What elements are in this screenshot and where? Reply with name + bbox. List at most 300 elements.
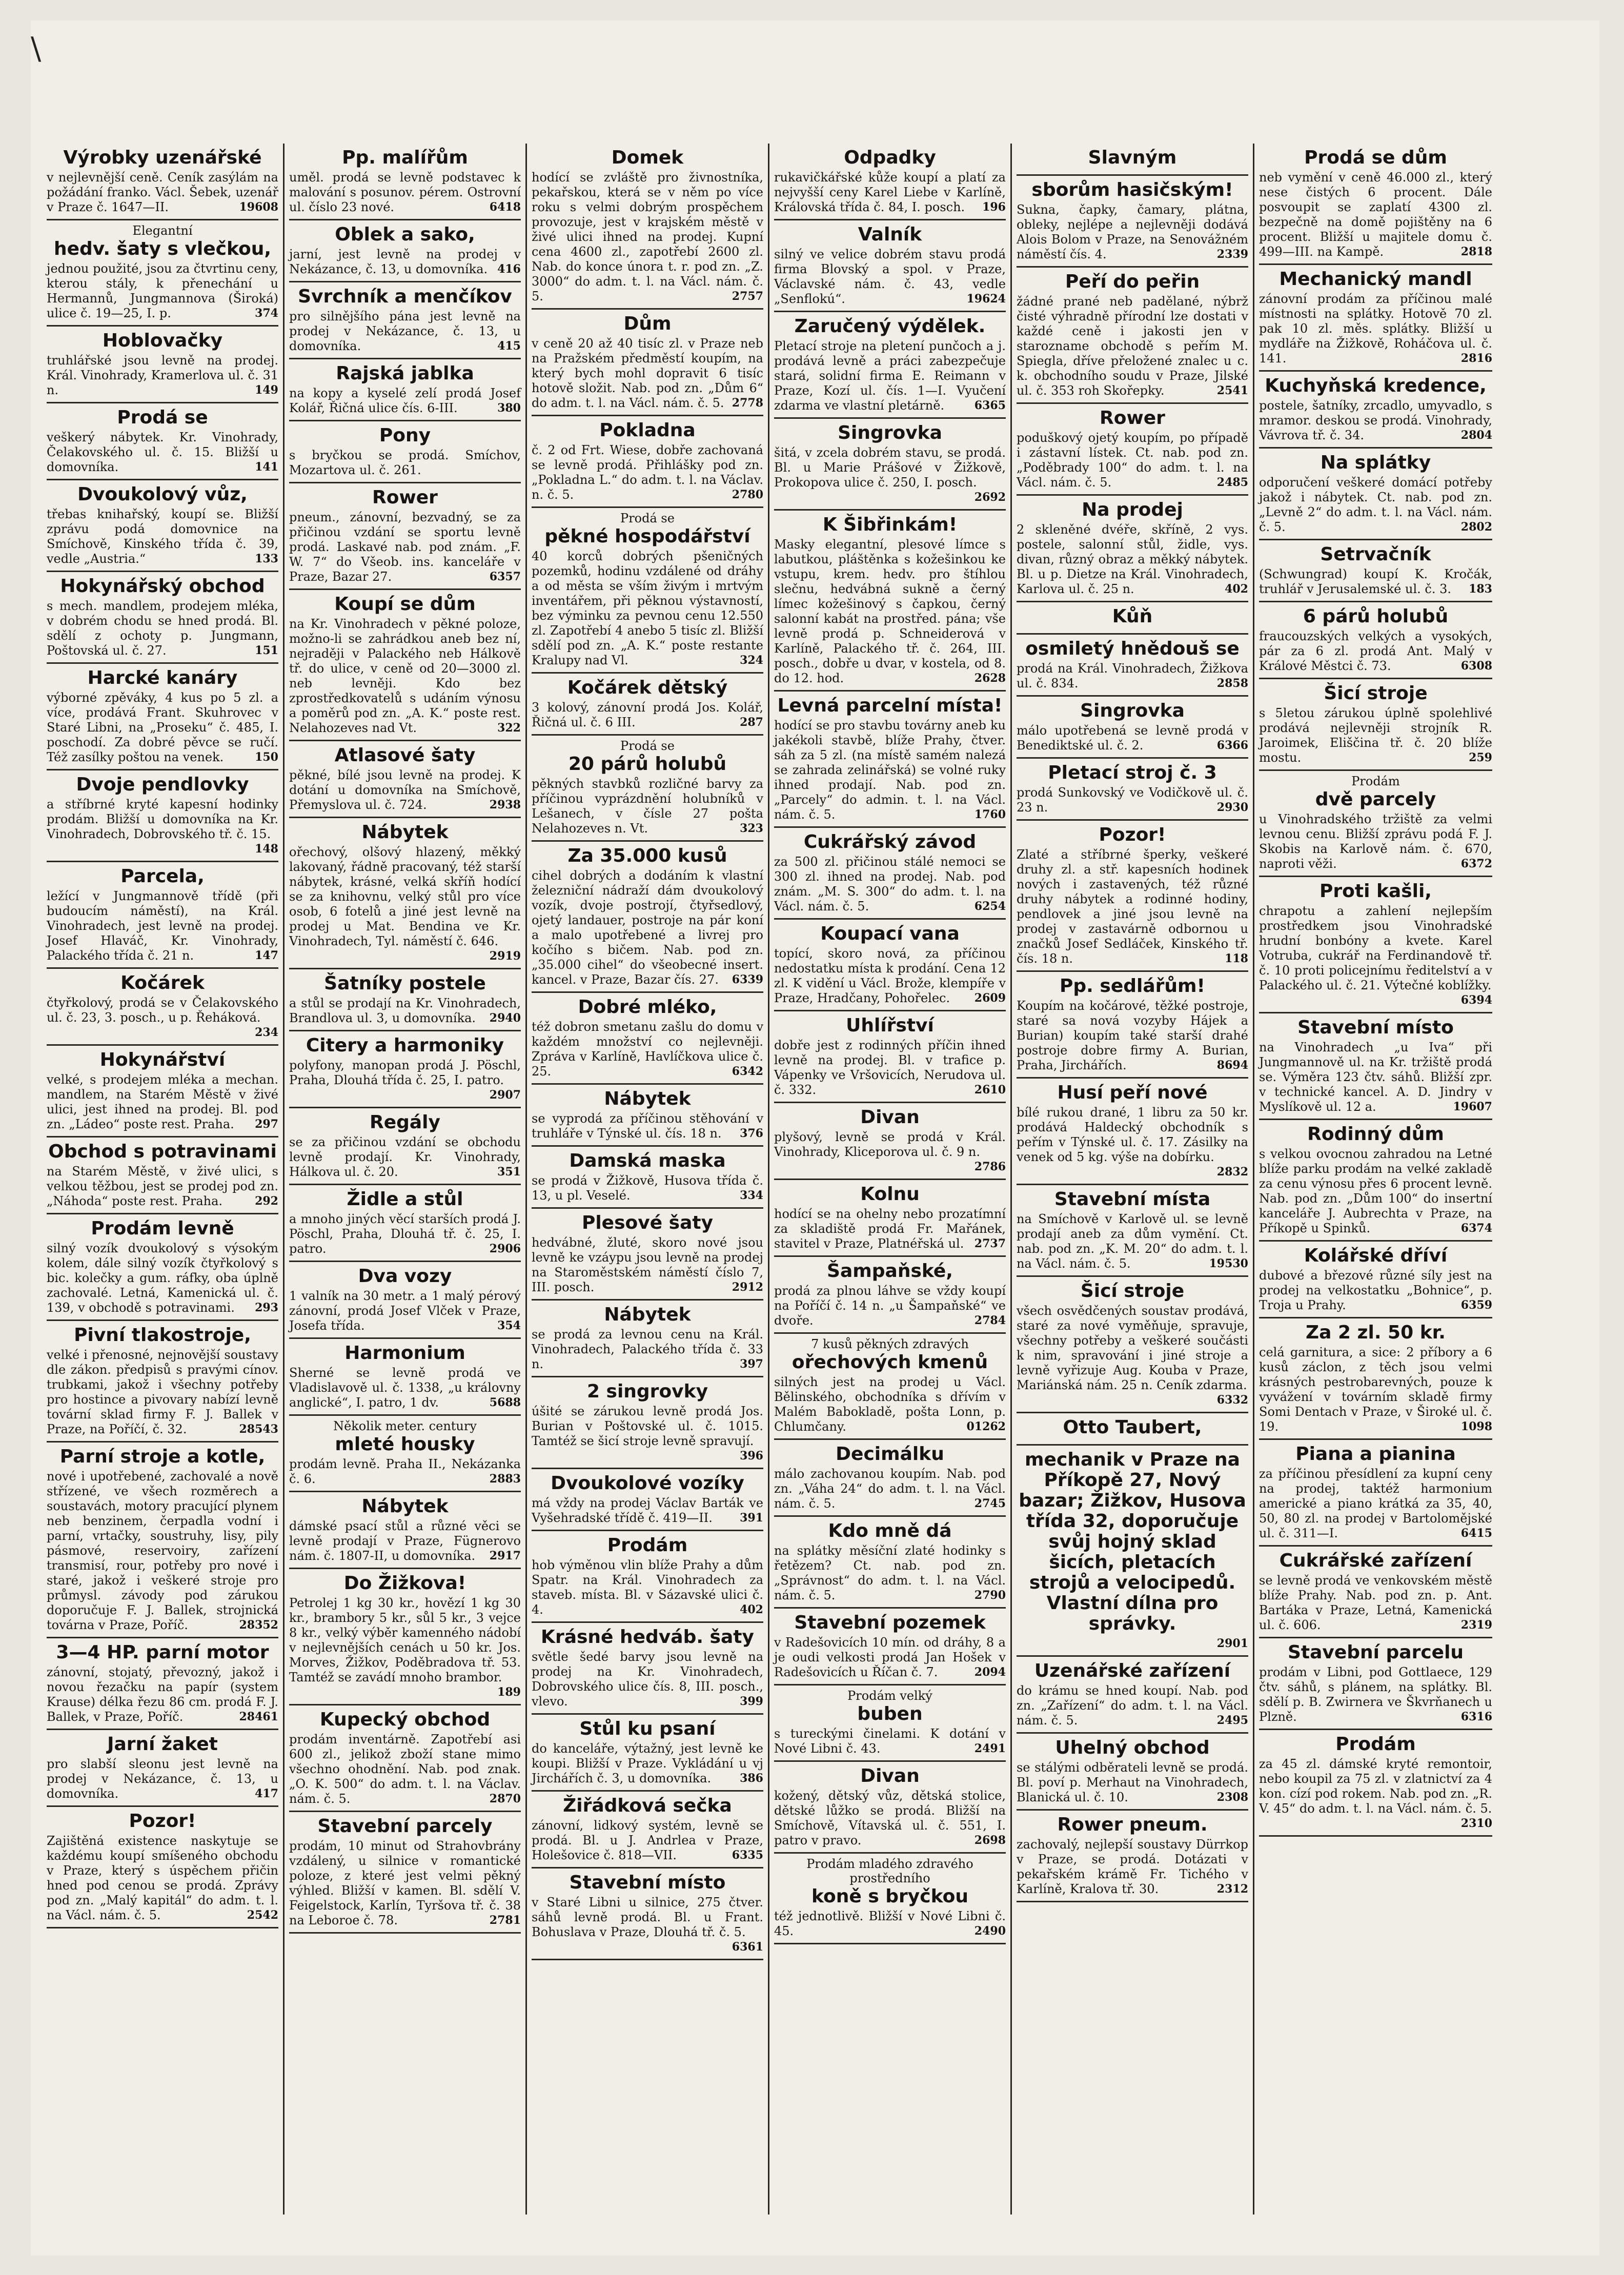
classified-ad [289, 1339, 521, 1416]
ad-headline: Kuchyňská kredence, [1265, 375, 1487, 396]
ad-number: 2692 [974, 491, 1006, 504]
ad-headline: Dobré mléko, [578, 997, 717, 1018]
classified-ad [289, 1705, 521, 1812]
classified-ad [774, 1257, 1006, 1334]
ad-number: 6359 [1460, 1298, 1492, 1312]
ad-number: 19624 [966, 292, 1006, 306]
ad-headline: Dvoukolový vůz, [77, 484, 248, 505]
classified-ad [289, 818, 521, 969]
classified-ad [1017, 972, 1248, 1079]
ad-body-wrap [47, 1164, 278, 1209]
ad-number: 287 [740, 716, 763, 729]
ad-number: 2940 [489, 1011, 521, 1025]
classified-ad [774, 1103, 1006, 1180]
ad-body-wrap [1017, 785, 1248, 815]
ad-headline: Divan [860, 1765, 920, 1786]
ad-body-wrap [289, 1366, 521, 1410]
ad-body-wrap [47, 1348, 278, 1437]
ad-body-wrap [532, 1558, 763, 1617]
classified-ad [774, 220, 1006, 312]
ad-body: málo upotřebená se levně prodá v Benediktské ul. č. 2. [1017, 723, 1248, 753]
ad-body: chrapotu a zahlení nejlepším prostředkem jsou Vinohradské hrudní bonbóny a kvete. Karel Votruba, cukrář na Ferdinandově tř. č. 10 proti policejnímu ředitelství a v Palackého ul. č. 21. Výtečné koblížky. [1259, 904, 1492, 992]
ad-body-wrap [774, 1635, 1006, 1680]
classified-ad [532, 508, 763, 674]
ad-number: 6357 [489, 570, 521, 583]
ad-body-wrap [774, 1789, 1006, 1848]
classified-ad [774, 1685, 1006, 1762]
classified-ad [47, 1138, 278, 1214]
ad-body-wrap [532, 336, 763, 411]
ad-headline: Husí peří nové [1057, 1082, 1208, 1103]
classified-ad [774, 1180, 1006, 1257]
classified-ad [289, 1185, 521, 1262]
ad-body: plyšový, levně se prodá v Král. Vinohrady, Kliceporova ul. č. 9 n. [774, 1130, 1006, 1159]
ad-headline: Stavební místa [1054, 1189, 1211, 1210]
classified-ad [532, 1868, 763, 1960]
ad-body-wrap [774, 537, 1006, 686]
ad-headline: Do Žižkova! [343, 1573, 466, 1594]
ad-column-5 [1012, 144, 1254, 2215]
classified-ad [47, 1214, 278, 1321]
ad-number: 2784 [974, 1314, 1006, 1327]
ad-body: s mech. mandlem, prodejem mléka, v dobrém chodu se hned prodá. Bl. sdělí z ochoty p. Jungmann, Poštovská ul. č. 27. [47, 599, 278, 658]
ad-headline: Obchod s potravinami [48, 1141, 277, 1162]
ad-body: zánovní prodám za příčinou malé místnosti na splátky. Hotově 70 zl. pak 10 zl. měs. splátky. Bližší u mydláře na Žižkově, Roháčova ul. č. 141. [1259, 292, 1492, 365]
ad-body-wrap [289, 617, 521, 736]
ad-headline: Proti kašli, [1320, 881, 1432, 902]
ad-headline: Slavným [1088, 147, 1177, 168]
ad-body: má vždy na prodej Václav Barták ve Vyšehradské třídě č. 419—II. [532, 1496, 763, 1525]
classified-ad [47, 1730, 278, 1807]
ad-body: prodám levně. Praha II., Nekázanka č. 6. [289, 1457, 521, 1486]
ad-headline: Divan [860, 1107, 920, 1128]
ad-headline: dvě parcely [1315, 789, 1436, 810]
classified-ad [47, 862, 278, 969]
ad-body-wrap [47, 599, 278, 658]
ad-body-wrap [1017, 202, 1248, 262]
ad-body-wrap [774, 1038, 1006, 1098]
ad-body-wrap [1259, 170, 1492, 259]
ad-number: 2312 [1216, 1882, 1248, 1896]
ad-pretitle: Prodá se [620, 511, 675, 525]
ad-headline: Nábytek [361, 1496, 449, 1517]
ad-number: 2319 [1460, 1618, 1492, 1632]
classified-ad [289, 1492, 521, 1569]
classified-ad [1017, 759, 1248, 821]
ad-body: hodící se pro stavbu továrny aneb ku jakékoli stavbě, blíže Prahy, čtver. sáh za 5 zl. (na místě samém nalezá se zahrada zelinářská) se volné ruky ihned prodají. Nab. pod zn. „Parcely“ do admin. t. l. na Václ. nám. č. 5. [774, 718, 1006, 822]
ad-headline: Singrovka [838, 422, 942, 443]
ad-headline: K Šibřinkám! [822, 514, 958, 535]
ad-number: 01262 [966, 1420, 1006, 1433]
classified-ad [289, 359, 521, 421]
ad-headline: Stavební místo [1297, 1017, 1454, 1038]
ad-headline: Stavební místo [569, 1872, 726, 1893]
ad-body: v Radešovicích 10 mín. od dráhy, 8 a je oudi velkosti prodá Jan Hošek v Radešovicích u Říčan č. 7. [774, 1635, 1006, 1679]
ad-headline: Harmonium [344, 1343, 465, 1364]
ad-number: 6335 [732, 1849, 763, 1862]
ad-headline: Šatníky postele [324, 973, 486, 994]
ad-body-wrap [1017, 1212, 1248, 1271]
ad-body-wrap [289, 510, 521, 584]
ad-headline: mechanik v Praze na Příkopě 27, Nový bazar; Žižkov, Husova třída 32, doporučuje svůj hojný sklad šicích, pletacích strojů a velocipedů. Vlastní dílna pro správky. [1019, 1449, 1246, 1634]
ad-headline: Rower [372, 487, 438, 508]
ad-number: 28461 [239, 1710, 278, 1723]
ad-headline: Dům [623, 313, 672, 334]
ad-body: na Smíchově v Karlově ul. se levně prodají aneb za dům vymění. Ct. nab. pod zn. „K. M. 20“ do adm. t. l. na Václ. nám. č. 5. [1017, 1212, 1248, 1271]
classified-ad [1017, 404, 1248, 496]
ad-number: 2901 [1216, 1637, 1248, 1650]
ad-body: silný vozík dvoukolový s výsokým kolem, dále silný vozík čtyřkolový s bic. kolečky a gum. ráfky, oba úplně zachovalé. Letná, Kamenická ul. č. 139, v obchodě s potravinami. [47, 1241, 278, 1315]
classified-ad [47, 1321, 278, 1443]
classified-ad [774, 312, 1006, 419]
ad-body: se stálými odběrateli levně se prodá. Bl. poví p. Merhaut na Vinohradech, Blanická ul. č. 10. [1017, 1760, 1248, 1804]
ad-body: a stůl se prodají na Kr. Vinohradech, Brandlova ul. 3, u domovníka. [289, 996, 521, 1025]
ad-body-wrap [47, 353, 278, 398]
ad-body: v ceně 20 až 40 tisíc zl. v Praze neb na Pražském předměstí koupím, na který bych mohl dopravit 6 tisíc hotově složit. Nab. pod zn. „Dům 6“ do adm. t. l. na Václ. nám. č. 5. [532, 336, 763, 410]
ad-number: 6332 [1216, 1393, 1248, 1407]
ad-body: hob výměnou vlin blíže Prahy a dům Spatr. na Král. Vinohradech za staveb. místa. Bl. v Sázavské ulici č. 4. [532, 1558, 763, 1617]
ad-headline: Na splátky [1320, 452, 1431, 473]
classified-ad [289, 1569, 521, 1705]
ad-body: prodám, 10 minut od Strahovbrány vzdálený, u silnice v romantické poloze, z které jest velmi pěkný výhled. Bližší v kamen. Bl. sdělí V. Feigelstock, Karlín, Tyršova tř. č. 38 na Leboroe č. 78. [289, 1839, 521, 1927]
ad-headline: Nábytek [361, 822, 449, 843]
ad-body: pěkné, bílé jsou levně na prodej. K dotání u domovníka na Smíchově, Přemyslova ul. č. 724. [289, 768, 521, 812]
ad-body: Sherné se levně prodá ve Vladislavově ul. č. 1338, „u královny anglické“, I. patro, 1 dv. [289, 1366, 521, 1410]
ad-body-wrap [532, 1404, 763, 1464]
ad-headline: Jarní žaket [107, 1734, 218, 1755]
classified-ad [289, 741, 521, 818]
ad-headline: Kočárek dětský [567, 677, 728, 698]
classified-ad [289, 1416, 521, 1492]
classified-ad [47, 480, 278, 572]
ad-number: 6374 [1460, 1222, 1492, 1235]
ad-body: kožený, dětský vůz, dětská stolice, dětské lůžko se prodá. Bližší na Smíchově, Vítavská ul. č. 551, I. patro v pravo. [774, 1789, 1006, 1847]
ad-number: 396 [740, 1449, 763, 1462]
ad-body: zánovní, lidkový systém, levně se prodá. Bl. u J. Andrlea v Praze, Holešovice č. 818—VII. [532, 1818, 763, 1862]
ad-number: 2938 [489, 798, 521, 811]
ad-body-wrap [47, 1665, 278, 1724]
classified-ad [289, 421, 521, 483]
classified-ad [1017, 602, 1248, 635]
classified-ad [532, 1301, 763, 1377]
ad-column-6 [1254, 144, 1497, 2215]
ad-body-wrap [1259, 1467, 1492, 1541]
ad-number: 2609 [974, 991, 1006, 1005]
ad-headline: Peří do peřin [1065, 271, 1200, 292]
classified-ad [289, 282, 521, 359]
ad-body-wrap [1259, 1573, 1492, 1633]
ad-headline: Uhelný obchod [1055, 1737, 1210, 1758]
ad-body-wrap [47, 170, 278, 215]
ad-headline: sborům hasičským! [1031, 179, 1233, 200]
ad-headline: pěkné hospodářství [544, 526, 750, 547]
ad-body: rukavičkářské kůže koupí a platí za nejvyšší ceny Karel Liebe v Karlíně, Královská třída č. 84, I. posch. [774, 170, 1006, 214]
ad-body: žádné prané neb padělané, nýbrž čisté výhradně přírodní lze dostati v každé ceně i jakosti jen v starozname obchodě s peřím M. Spiegla, dříve přeložené znalec u c. k. obchodního soudu v Praze, Jilské ul. č. 353 roh Skořepky. [1017, 294, 1248, 398]
classified-ad [1017, 697, 1248, 759]
ad-body: též dobron smetanu zašlu do domu v každém množství co nejlevněji. Zpráva v Karlíně, Havlíčkova ulice č. 25. [532, 1020, 763, 1079]
ad-number: 6365 [974, 399, 1006, 412]
ad-body: č. 2 od Frt. Wiese, dobře zachovaná se levně prodá. Přihlášky pod zn. „Pokladna L.“ do adm. t. l. na Václav. n. č. 5. [532, 443, 763, 502]
ad-body-wrap [1259, 292, 1492, 366]
ad-body-wrap [1259, 1040, 1492, 1114]
ad-body: ořechový, olšový hlazený, měkký lakovaný, řádně pracovaný, též starší nábytek, krásné, velká skříň hodící se za knihovnu, velký stůl pro více osob, 6 fotelů a jiné jest levně na prodej u Mat. Bendina ve Kr. Vinohradech, Tyl. náměstí č. 646. [289, 845, 521, 948]
ad-body-wrap [47, 1757, 278, 1801]
ad-number: 293 [255, 1301, 278, 1314]
ad-body-wrap [289, 1519, 521, 1563]
ad-number: 6342 [732, 1065, 763, 1078]
ad-body: do krámu se hned koupí. Nab. pod zn. „Zařízení“ do adm. t. l. na Václ. nám. č. 5. [1017, 1683, 1248, 1728]
ad-body-wrap [532, 1496, 763, 1526]
ad-number: 376 [740, 1127, 763, 1140]
ad-headline: Singrovka [1080, 700, 1185, 721]
ad-body-wrap [774, 946, 1006, 1006]
ad-number: 374 [255, 307, 278, 320]
classified-ad [1259, 771, 1492, 877]
ad-headline: Uhlířství [846, 1015, 934, 1036]
corner-mark: \ [31, 31, 42, 67]
classified-ad [1259, 1440, 1492, 1547]
ad-body-wrap [289, 1212, 521, 1256]
ad-body: do kanceláře, výtažný, jest levně ke koupi. Bližší v Praze. Vykládání u vj Jirchářích č. 3, u domovníka. [532, 1741, 763, 1785]
ad-headline: Kdo mně dá [828, 1520, 952, 1541]
ad-headline: Šicí stroje [1080, 1281, 1185, 1302]
ad-body-wrap [47, 797, 278, 857]
ad-headline: Odpadky [844, 147, 936, 168]
ad-column-4 [769, 144, 1012, 2215]
ad-number: 2778 [732, 396, 763, 410]
ad-body: všech osvědčených soustav prodává, staré za nové vyměňuje, spravuje, všechny potřeby a veškeré součásti k nim, spravování i jiné stroje a levně vyřizuje Aug. Kouba v Praze, Mariánská nám. 25 n. Ceník zdarma. [1017, 1304, 1248, 1392]
ad-body: Petrolej 1 kg 30 kr., hovězí 1 kg 30 kr., brambory 5 kr., sůl 5 kr., 3 vejce 8 kr., velký výběr kamenného nádobí v nejlevnějších cenách u 50 kr. Jos. Morves, Žižkov, Poděbradova tř. 53. Tamtéž se zavádí mnoho brambor. [289, 1596, 521, 1684]
ad-body-wrap [1259, 706, 1492, 765]
ad-number: 141 [255, 460, 278, 474]
ad-body-wrap [774, 855, 1006, 914]
ad-body: dubové a březové různé síly jest na prodej na velkostatku „Bohnice“, p. Troja u Prahy. [1259, 1268, 1492, 1312]
ad-body-wrap [1017, 1760, 1248, 1805]
ad-headline: Hoblovačky [102, 330, 223, 351]
ad-number: 2790 [974, 1589, 1006, 1602]
ad-body-wrap [1259, 1665, 1492, 1724]
ad-headline: Za 35.000 kusů [567, 845, 727, 866]
ad-headline: Na prodej [1082, 499, 1183, 520]
classified-ad [1259, 540, 1492, 602]
ad-number: 28352 [239, 1618, 278, 1632]
ad-body: prodá za plnou láhve se vždy koupí na Poříčí č. 14 n. „u Šampaňské“ ve dvoře. [774, 1284, 1006, 1328]
ad-body-wrap [532, 777, 763, 836]
ad-number: 2870 [489, 1792, 521, 1805]
ad-body-wrap [47, 1834, 278, 1923]
ad-number: 2737 [974, 1237, 1006, 1250]
ad-number: 1760 [974, 808, 1006, 821]
ad-body-wrap [532, 1327, 763, 1372]
ad-headline: Cukrářský závod [803, 831, 977, 852]
ad-number: 2930 [1216, 801, 1248, 814]
ad-body: dámské psací stůl a různé věci se levně prodají v Praze, Fügnerovo nám. č. 1807-II, u domovníka. [289, 1519, 521, 1563]
ad-body: cihel dobrých a dodáním k vlastní železniční nádraží dám dvoukolový vozík, dvoje postrojí, čtyřsedlový, ojetý landauer, postroje na pár koní a malo upotřebené a livrej pro kočího s bičem. Nab. pod zn. „35.000 cihel“ do všeobecné insert. kancel. v Praze, Bazar čís. 27. [532, 868, 763, 987]
ad-body: světle šedé barvy jsou levně na prodej na Kr. Vinohradech, Dobrovského ulice čís. 8, III. posch., vlevo. [532, 1650, 763, 1709]
ad-body-wrap [289, 247, 521, 277]
ad-number: 234 [255, 1026, 278, 1039]
ad-body-wrap [774, 1467, 1006, 1511]
ad-number: 416 [497, 262, 521, 276]
classified-ad [1017, 635, 1248, 697]
ad-number: 6418 [489, 200, 521, 214]
ad-body-wrap [1017, 847, 1248, 966]
ad-headline: Hokynářský obchod [60, 576, 265, 597]
ad-headline: Regály [369, 1112, 440, 1133]
ad-body: na Vinohradech „u Iva“ při Jungmannově ul. na Kr. tržiště prodá se. Výměra 123 čtv. sáhů. Bližší zpr. v technické kancel. A. D. Jindry v Myslíkově ul. 12 a. [1259, 1040, 1492, 1114]
ad-number: 6366 [1216, 739, 1248, 752]
classified-ad [532, 674, 763, 736]
classified-ad [47, 664, 278, 770]
ad-number: 2542 [247, 1908, 278, 1922]
ad-headline: Pp. sedlářům! [1060, 976, 1205, 997]
classified-ad [47, 1638, 278, 1730]
ad-body: pro slabší sleonu jest levně na prodej v Nekázance, č. 13, u domovníka. [47, 1757, 278, 1801]
ad-body: v nejlevnější ceně. Ceník zasýlám na požádání franko. Václ. Šebek, uzenář v Praze č. 1647—II. [47, 170, 278, 214]
ad-number: 402 [1225, 582, 1248, 596]
ad-number: 6339 [732, 973, 763, 986]
ad-body: na kopy a kyselé zelí prodá Josef Kolář, Řičná ulice čís. 6-III. [289, 386, 521, 415]
ad-headline: Žiřádková sečka [563, 1795, 732, 1816]
ad-body: málo zachovanou koupím. Nab. pod zn. „Váha 24“ do adm. t. l. na Václ. nám. č. 5. [774, 1467, 1006, 1511]
ad-column-2 [285, 144, 527, 2215]
ad-body-wrap [1259, 812, 1492, 871]
ad-headline: Prodá se [117, 407, 208, 428]
ad-body-wrap [47, 261, 278, 321]
classified-ad [289, 1812, 521, 1934]
ad-body: uměl. prodá se levně podstavec k malování s posunov. pérem. Ostrovní ul. číslo 23 nové. [289, 170, 521, 214]
ad-pretitle: Prodám mladého zdravého prostředního [806, 1857, 973, 1885]
ad-number: 6372 [1460, 857, 1492, 870]
ad-number: 2745 [974, 1497, 1006, 1510]
ad-body-wrap [289, 845, 521, 964]
ad-body: hedvábné, žluté, skoro nové jsou levně ke vzáypu jsou levně na prodej na Staroměstském náměstí číslo 7, III. posch. [532, 1235, 763, 1294]
classified-ad [47, 1807, 278, 1928]
classified-ad [289, 144, 521, 220]
classified-ad [532, 736, 763, 842]
ad-body: se levně prodá ve venkovském městě blíže Prahy. Nab. pod zn. p. Ant. Bartáka v Praze, Letná, Kamenická ul. č. 606. [1259, 1573, 1492, 1632]
ad-body-wrap [532, 1173, 763, 1203]
classified-ad [47, 144, 278, 220]
ad-body-wrap [532, 1650, 763, 1709]
ad-body: neb vymění v ceně 46.000 zl., který nese čistých 6 procent. Dále posvoupit se zaplatí 4300 zl. bezpečně na domě pojištěny na 6 procent. Bližší u majitele domu č. 499—III. na Kampě. [1259, 170, 1492, 259]
ad-number: 324 [740, 654, 763, 667]
classified-ad [1017, 268, 1248, 404]
ad-body: velké i přenosné, nejnovější soustavy dle zákon. předpisů s pravými cínov. trubkami, jakož i všechny potřeby pro hostince a pivovary nabízí levně tovární sklad firmy F. J. Ballek v Praze, na Poříčí, č. 32. [47, 1348, 278, 1436]
ad-body: Zajištěná existence naskytuje se každému koupí smíšeného obchodu v Praze, který s úspěchem přičin hned pod cenou se prodá. Zprávy pod zn. „Malý kapitál“ do adm. t. l. na Václ. nám. č. 5. [47, 1834, 278, 1922]
ad-body: prodá na Král. Vinohradech, Žižkova ul. č. 834. [1017, 661, 1248, 690]
ad-body-wrap [289, 1596, 521, 1700]
ad-headline: Šicí stroje [1324, 683, 1428, 704]
ad-number: 386 [740, 1772, 763, 1785]
ad-body-wrap [47, 996, 278, 1040]
ad-body-wrap [532, 1235, 763, 1295]
ad-number: 417 [255, 1787, 278, 1800]
ad-body: na Starém Městě, v živé ulici, s velkou těžbou, jest se prodej pod zn. „Náhoda“ poste rest. Praha. [47, 1164, 278, 1208]
ad-body-wrap [774, 170, 1006, 215]
ad-number: 2917 [489, 1549, 521, 1562]
ad-headline: Pozor! [1099, 824, 1166, 845]
ad-headline: Pokladna [599, 420, 696, 441]
ad-body: na Kr. Vinohradech v pěkné poloze, možno-li se zahrádkou aneb bez ní, nejraději v Palackého neb Hálkově tř. do ulice, v ceně od 20—3000 zl. neb levněji. Kdo bez zprostředkovatelů s udáním výnosu a poměrů pod zn. „A. K.“ poste rest. Nelahozeves nad Vt. [289, 617, 521, 735]
ad-headline: Rajská jablka [336, 363, 474, 384]
ad-number: 391 [740, 1511, 763, 1525]
ad-headline: 6 párů holubů [1303, 606, 1449, 627]
ad-body-wrap [1017, 431, 1248, 490]
ad-body: 1 valník na 30 metr. a 1 malý pérový zánovní, prodá Josef Vlček v Praze, Josefa třída. [289, 1289, 521, 1333]
ad-body: hodící se na ohelny nebo prozatímní za skladiště prodá Fr. Mařánek, stavitel v Praze, Platnéřská ul. [774, 1207, 1006, 1251]
ad-body-wrap [1259, 629, 1492, 674]
ad-body: truhlářské jsou levně na prodej. Král. Vinohrady, Kramerlova ul. č. 31 n. [47, 353, 278, 397]
classified-ad [47, 1046, 278, 1138]
classified-ad [1017, 821, 1248, 972]
ad-number: 322 [497, 721, 521, 735]
ad-headline: Dva vozy [358, 1266, 452, 1287]
ad-body: Sukna, čapky, čamary, plátna, obleky, nejlépe a nejlevněji dodává Alois Bolom v Praze, na Senovážném náměstí čís. 4. [1017, 202, 1248, 261]
classified-ad [774, 144, 1006, 220]
ad-pretitle: Prodám [1351, 774, 1400, 788]
ad-body: veškerý nábytek. Kr. Vinohrady, Čelakovského ul. č. 15. Bližší u domovníka. [47, 430, 278, 474]
ad-body: pěkných stavbků rozličné barvy za příčinou vyprázdnění holubníků v Lešanech, v čísle 27 pošta Nelahozeves n. Vt. [532, 777, 763, 836]
classified-ad [774, 1762, 1006, 1854]
ad-body: silný ve velice dobrém stavu prodá firma Blovský a spol. v Praze, Václavské nám. č. 43, vedle „Senflokú“. [774, 247, 1006, 306]
ad-body: Zlaté a stříbrné šperky, veškeré druhy zl. a stř. kapesních hodinek nových i zastavených, též různé druhy nábytek a rodinné hodiny, pendlovek a jiné jsou levně na prodej v zastavárně odbornou u značků Josef Sedláček, Kinského tř. čís. 18 n. [1017, 847, 1248, 966]
classified-ad [774, 1854, 1006, 1944]
ad-body-wrap [1259, 1147, 1492, 1236]
ad-pretitle: Několik meter. century [333, 1419, 477, 1433]
ad-pretitle: Elegantní [132, 224, 193, 238]
ad-headline: Decimálku [836, 1444, 944, 1465]
ad-body: prodám inventárně. Zapotřebí asi 600 zl., jelikož zboží stane mimo všechno ohodnění. Nab. pod znak. „O. K. 500“ do adm. t. l. na Václav. nám. č. 5. [289, 1732, 521, 1806]
ad-body-wrap [1017, 1304, 1248, 1408]
classified-ad [774, 1334, 1006, 1440]
ad-body: ležící v Jungmannově třídě (při budoucím náměstí), na Král. Vinohradech, jest levně na prodej. Josef Hlaváč, Kr. Vinohrady, Palackého třída č. 21 n. [47, 889, 278, 963]
ad-body: prodám v Libni, pod Gottlaece, 129 čtv. sáhů, s plánem, na splátky. Bl. sdělí p. B. Zwirnera ve Škvrňanech u Plzně. [1259, 1665, 1492, 1724]
ad-body-wrap [289, 309, 521, 354]
ad-headline: Za 2 zl. 50 kr. [1306, 1322, 1446, 1343]
classified-ad [1259, 265, 1492, 372]
ad-headline: Dvoje pendlovky [76, 774, 249, 795]
ad-headline: Domek [611, 147, 684, 168]
ad-body: čtyřkolový, prodá se v Čelakovského ul. č. 23, 3. posch., u p. Řeháková. [47, 996, 278, 1025]
ad-body: na splátky měsíční zlaté hodinky s řetězem? Ct. nab. pod zn. „Správnost“ do adm. t. l. na Václ. nám. č. 5. [774, 1543, 1006, 1602]
ad-number: 8694 [1216, 1059, 1248, 1072]
ad-number: 150 [255, 750, 278, 764]
classified-ad [774, 920, 1006, 1011]
ad-body-wrap [289, 1457, 521, 1487]
classified-ad [532, 1469, 763, 1531]
classified-ad [774, 1440, 1006, 1517]
ad-number: 2780 [732, 488, 763, 501]
ad-body-wrap [47, 1241, 278, 1315]
ad-body: 40 korců dobrých pšeničných pozemků, hodinu vzdálené od dráhy a od města se vším živým i mrtvým inventářem, při pěknou výstavností, bez výminku za pevnou cenu 12.550 zl. Zapotřebí 4 anebo 5 tisíc zl. Bližší sdělí pod zn. „A. K.“ poste restante Kralupy nad Vl. [532, 549, 763, 667]
classified-ad [1017, 144, 1248, 176]
ad-body-wrap [289, 1058, 521, 1103]
ad-body-wrap [47, 690, 278, 765]
ad-body: a mnoho jiných věcí starších prodá J. Pöschl, Praha, Dlouhá tř. č. 25, I. patro. [289, 1212, 521, 1256]
classified-ad [532, 1377, 763, 1469]
ad-number: 380 [497, 401, 521, 415]
ad-body: za příčinou přesídlení za kupní ceny na prodej, taktéž harmonium americké a piano krátká za 35, 40, 50, 80 zl. na prodej v Bartolomějské ul. č. 311—I. [1259, 1467, 1492, 1540]
classified-ad [532, 1209, 763, 1301]
ad-number: 2907 [489, 1088, 521, 1102]
classified-ad [532, 1623, 763, 1715]
ad-number: 2816 [1460, 352, 1492, 365]
ad-body-wrap [532, 1020, 763, 1079]
ad-number: 6394 [1460, 993, 1492, 1007]
ad-headline: Stůl ku psaní [579, 1718, 716, 1739]
ad-pretitle: Prodám velký [847, 1689, 932, 1703]
